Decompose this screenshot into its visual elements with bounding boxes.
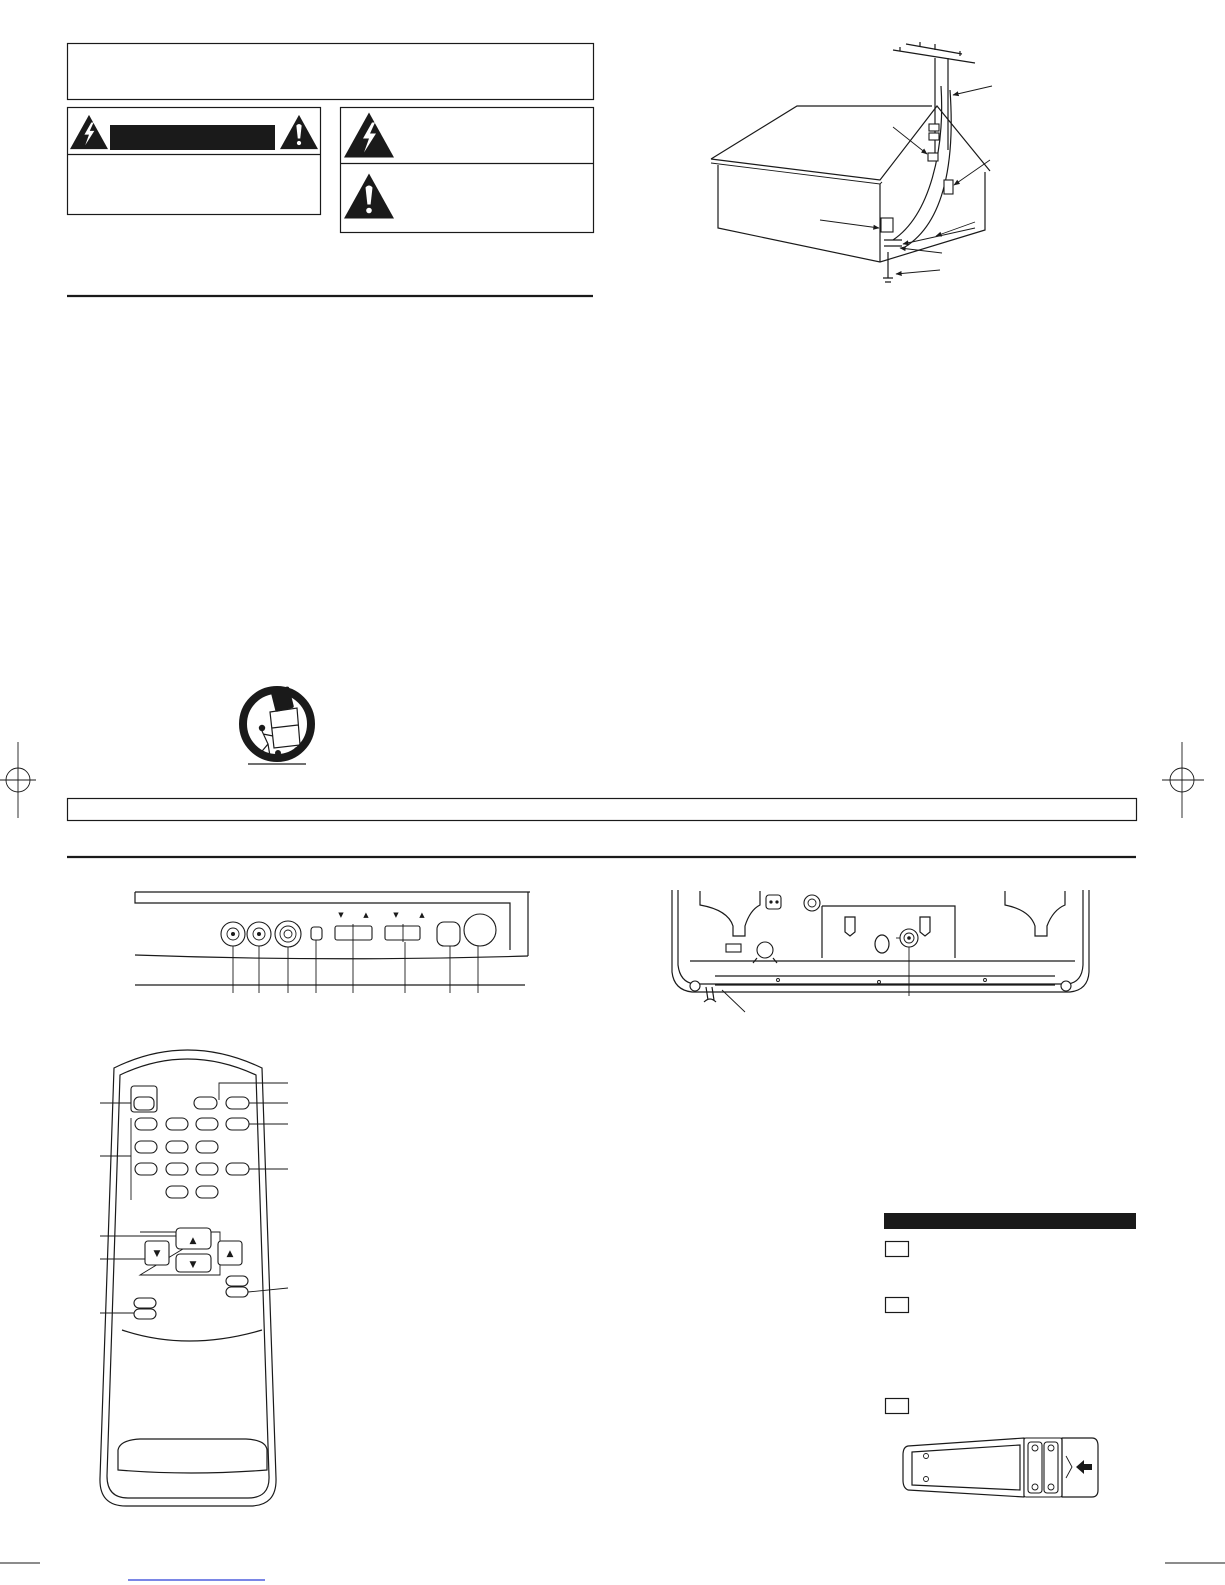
- battery-door: [118, 1439, 267, 1473]
- lightning-triangle-icon: [70, 115, 108, 149]
- screw-icon: [690, 981, 700, 991]
- notice-bar-box: [68, 799, 1137, 821]
- antenna-grounding-diagram: [711, 42, 992, 282]
- audio-video-jacks: [221, 921, 301, 947]
- screw-icon: [1061, 981, 1071, 991]
- antenna-terminal: [896, 929, 918, 947]
- down-triangle-icon: ▼: [338, 911, 344, 919]
- exclamation-triangle-icon: [344, 174, 394, 219]
- indicator-lamp: [311, 927, 322, 940]
- step-box-1: [886, 1242, 909, 1257]
- battery-section-header-bar: [884, 1213, 1136, 1229]
- antenna-clamp: [929, 124, 939, 131]
- remote-power-button: [131, 1086, 157, 1112]
- channel-up-icon: ▲: [189, 1236, 197, 1246]
- rear-panel-diagram: [672, 890, 1089, 1012]
- step-box-2: [886, 1298, 909, 1313]
- cart-tip-over-icon: [243, 686, 311, 764]
- caution-black-bar: [110, 125, 275, 150]
- front-panel-diagram: [135, 892, 530, 993]
- arrow-left-icon: [1076, 1460, 1092, 1474]
- top-heading-box: [68, 44, 594, 100]
- exclamation-triangle-icon: [280, 115, 318, 149]
- registration-mark-right-icon: [1162, 742, 1204, 818]
- step-box-3: [886, 1399, 909, 1414]
- remote-back-battery-diagram: [903, 1438, 1098, 1497]
- volume-down-icon: ▼: [153, 1249, 161, 1259]
- power-cord: [704, 987, 716, 1002]
- lightning-triangle-icon: [344, 113, 394, 158]
- up-triangle-icon: ▲: [363, 911, 369, 919]
- warning-box-right: [340, 108, 594, 233]
- electric-service-box: [881, 218, 893, 232]
- slider-control-1: [335, 911, 372, 942]
- page-footer-marks: [0, 1563, 1225, 1580]
- registration-mark-left-icon: [0, 742, 36, 818]
- remote-channel-volume-cluster: [134, 1228, 248, 1319]
- caution-box-left: [67, 108, 321, 215]
- slider-control-2: [385, 911, 425, 942]
- remote-sensor: [464, 914, 496, 946]
- battery-installation-section: [884, 1213, 1136, 1497]
- volume-up-icon: ▲: [226, 1249, 234, 1259]
- ground-rod: [883, 240, 902, 282]
- down-triangle-icon: ▼: [393, 911, 399, 919]
- remote-control-diagram: [100, 1050, 288, 1506]
- antenna-elements-icon: [893, 42, 975, 63]
- up-triangle-icon: ▲: [419, 911, 425, 919]
- discharge-unit: [944, 180, 953, 194]
- channel-down-icon: ▼: [189, 1260, 197, 1270]
- power-button: [437, 922, 460, 946]
- ground-clamp: [928, 153, 938, 161]
